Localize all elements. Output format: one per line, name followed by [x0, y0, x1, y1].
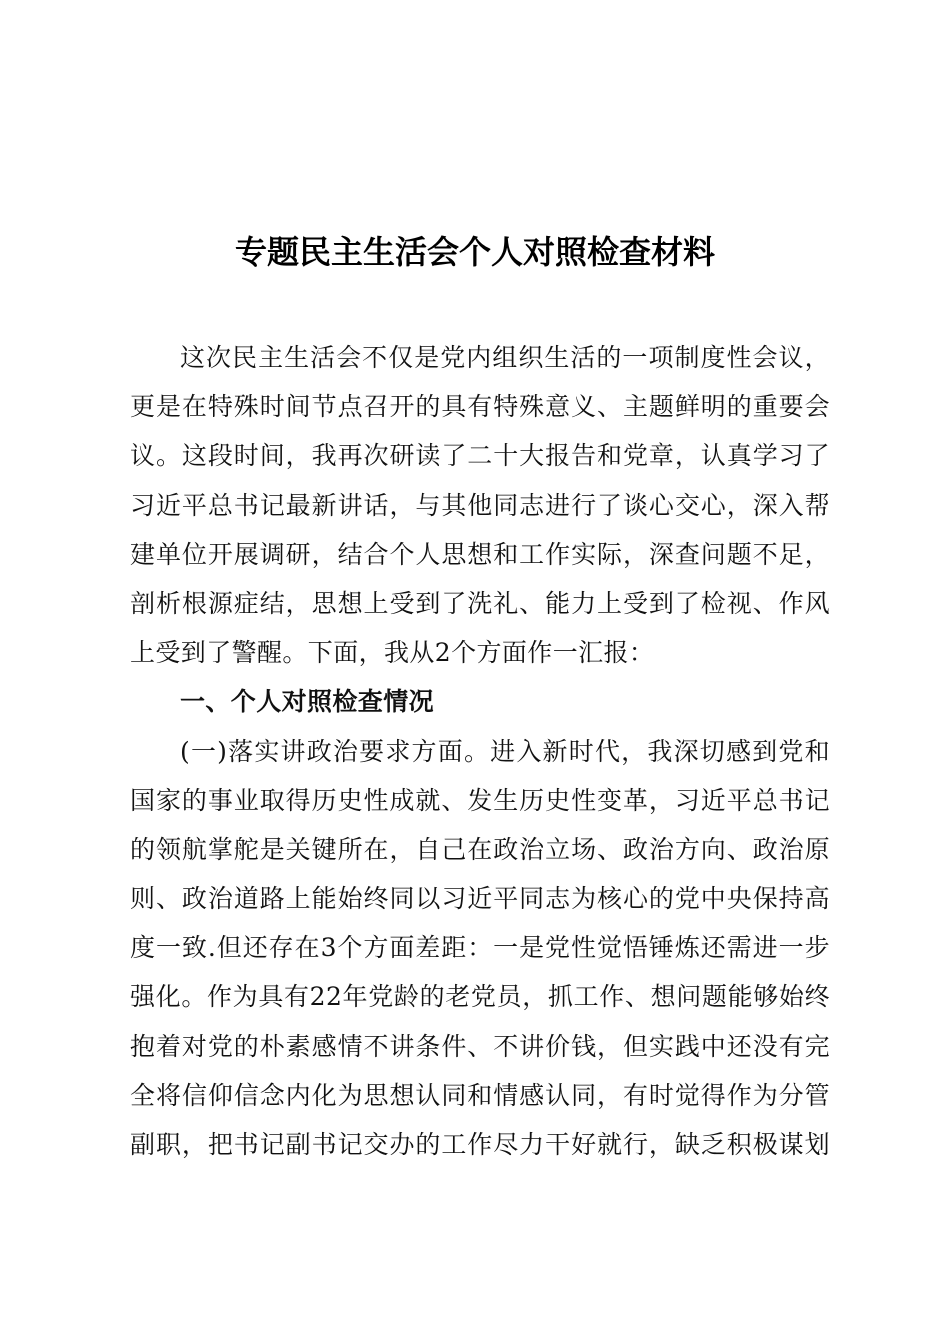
document-body	[130, 333, 830, 1169]
text-line: (一)落实讲政治要求方面。进入新时代，我深切感到党和	[180, 736, 830, 766]
text-line: 这次民主生活会不仅是党内组织生活的一项制度性会议，	[180, 343, 830, 372]
text-line: 上受到了警醒。下面，我从2个方面作一汇报：	[130, 638, 655, 668]
text-line: 抱着对党的朴素感情不讲条件、不讲价钱，但实践中还没有完	[130, 1031, 830, 1061]
section-heading: 一、个人对照检查情况	[180, 687, 435, 717]
text-line: 则、政治道路上能始终同以习近平同志为核心的党中央保持高	[130, 884, 830, 914]
text-line: 全将信仰信念内化为思想认同和情感认同，有时觉得作为分管	[130, 1080, 830, 1110]
text-line: 度一致.但还存在3个方面差距：一是党性觉悟锤炼还需进一步	[130, 933, 830, 963]
paragraph-intro	[130, 333, 830, 677]
text-line: 剖析根源症结，思想上受到了洗礼、能力上受到了检视、作风	[130, 588, 830, 618]
text-line: 强化。作为具有22年党龄的老党员，抓工作、想问题能够始终	[130, 982, 830, 1012]
text-line: 更是在特殊时间节点召开的具有特殊意义、主题鲜明的重要会	[130, 392, 830, 422]
text-line: 习近平总书记最新讲话，与其他同志进行了谈心交心，深入帮	[130, 490, 830, 520]
text-line: 的领航掌舵是关键所在，自己在政治立场、政治方向、政治原	[130, 834, 830, 864]
text-line: 国家的事业取得历史性成就、发生历史性变革，习近平总书记	[130, 785, 830, 815]
document-title: 专题民主生活会个人对照检查材料	[234, 233, 715, 271]
paragraph-political	[130, 727, 830, 1170]
text-line: 建单位开展调研，结合个人思想和工作实际，深查问题不足，	[130, 539, 830, 569]
text-line: 副职，把书记副书记交办的工作尽力干好就行，缺乏积极谋划	[130, 1130, 830, 1159]
text-line: 议。这段时间，我再次研读了二十大报告和党章，认真学习了	[130, 441, 830, 471]
